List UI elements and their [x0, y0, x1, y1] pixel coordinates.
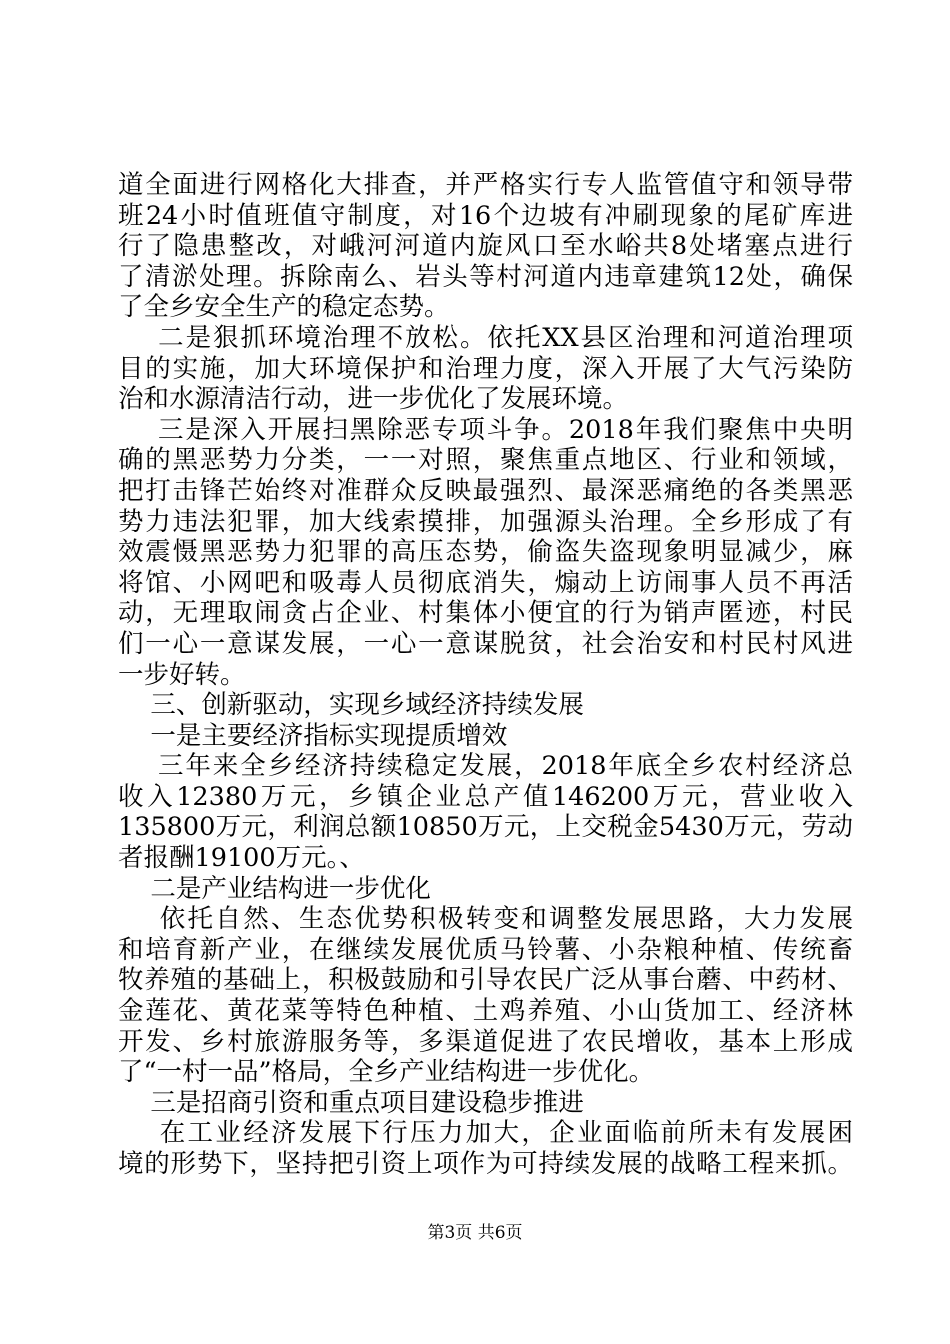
text-line: 治和水源清洁行动，进一步优化了发展环境。: [118, 384, 629, 415]
text-line: 在工业经济发展下行压力加大，企业面临前所未有发展困: [118, 1118, 853, 1149]
text-line: 开发、乡村旅游服务等，多渠道促进了农民增收，基本上形成: [118, 1026, 853, 1057]
text-line: 动，无理取闹贪占企业、村集体小便宜的行为销声匿迹，村民: [118, 598, 853, 629]
text-line: 把打击锋芒始终对准群众反映最强烈、最深恶痛绝的各类黑恶: [118, 475, 853, 506]
text-line: 了“一村一品”格局，全乡产业结构进一步优化。: [118, 1057, 655, 1088]
text-line: 一是主要经济指标实现提质增效: [118, 720, 508, 751]
text-line: 班24小时值班值守制度，对16个边坡有冲刷现象的尾矿库进: [118, 200, 853, 231]
text-line: 一步好转。: [118, 659, 246, 690]
text-line: 了全乡安全生产的稳定态势。: [118, 292, 450, 323]
text-line: 二是狠抓环境治理不放松。依托XX县区治理和河道治理项: [118, 322, 853, 353]
text-line: 道全面进行网格化大排查，并严格实行专人监管值守和领导带: [118, 170, 853, 200]
text-line: 三、创新驱动，实现乡域经济持续发展: [118, 690, 584, 721]
text-line: 牧养殖的基础上，积极鼓励和引导农民广泛从事台蘑、中药材、: [118, 965, 853, 996]
text-line: 依托自然、生态优势积极转变和调整发展思路，大力发展: [118, 904, 853, 935]
text-line: 金莲花、黄花菜等特色种植、土鸡养殖、小山货加工、经济林: [118, 996, 853, 1027]
text-line: 境的形势下，坚持把引资上项作为可持续发展的战略工程来抓。: [118, 1149, 853, 1179]
text-line: 三是招商引资和重点项目建设稳步推进: [118, 1087, 584, 1118]
text-line: 收入12380万元，乡镇企业总产值146200万元，营业收入: [118, 781, 853, 812]
text-line: 三年来全乡经济持续稳定发展，2018年底全乡农村经济总: [118, 751, 853, 782]
text-line: 效震慑黑恶势力犯罪的高压态势，偷盗失盗现象明显减少，麻: [118, 537, 853, 568]
text-line: 者报酬19100万元。、: [118, 843, 365, 874]
text-line: 和培育新产业，在继续发展优质马铃薯、小杂粮种植、传统畜: [118, 934, 853, 965]
text-line: 二是产业结构进一步优化: [118, 873, 431, 904]
text-line: 势力违法犯罪，加大线索摸排，加强源头治理。全乡形成了有: [118, 506, 853, 537]
text-line: 确的黑恶势力分类，一一对照，聚焦重点地区、行业和领域，: [118, 445, 853, 476]
text-line: 们一心一意谋发展，一心一意谋脱贫，社会治安和村民村风进: [118, 628, 853, 659]
page-footer: 第3页 共6页: [427, 1223, 523, 1243]
text-line: 135800万元，利润总额10850万元，上交税金5430万元，劳动: [118, 812, 853, 843]
text-line: 目的实施，加大环境保护和治理力度，深入开展了大气污染防: [118, 353, 853, 384]
text-line: 将馆、小网吧和吸毒人员彻底消失，煽动上访闹事人员不再活: [118, 567, 853, 598]
text-line: 三是深入开展扫黑除恶专项斗争。2018年我们聚焦中央明: [118, 414, 853, 445]
text-line: 行了隐患整改，对峨河河道内旋风口至水峪共8处堵塞点进行: [118, 231, 853, 262]
document-body: [118, 170, 853, 1180]
text-line: 了清淤处理。拆除南么、岩头等村河道内违章建筑12处，确保: [118, 261, 853, 292]
